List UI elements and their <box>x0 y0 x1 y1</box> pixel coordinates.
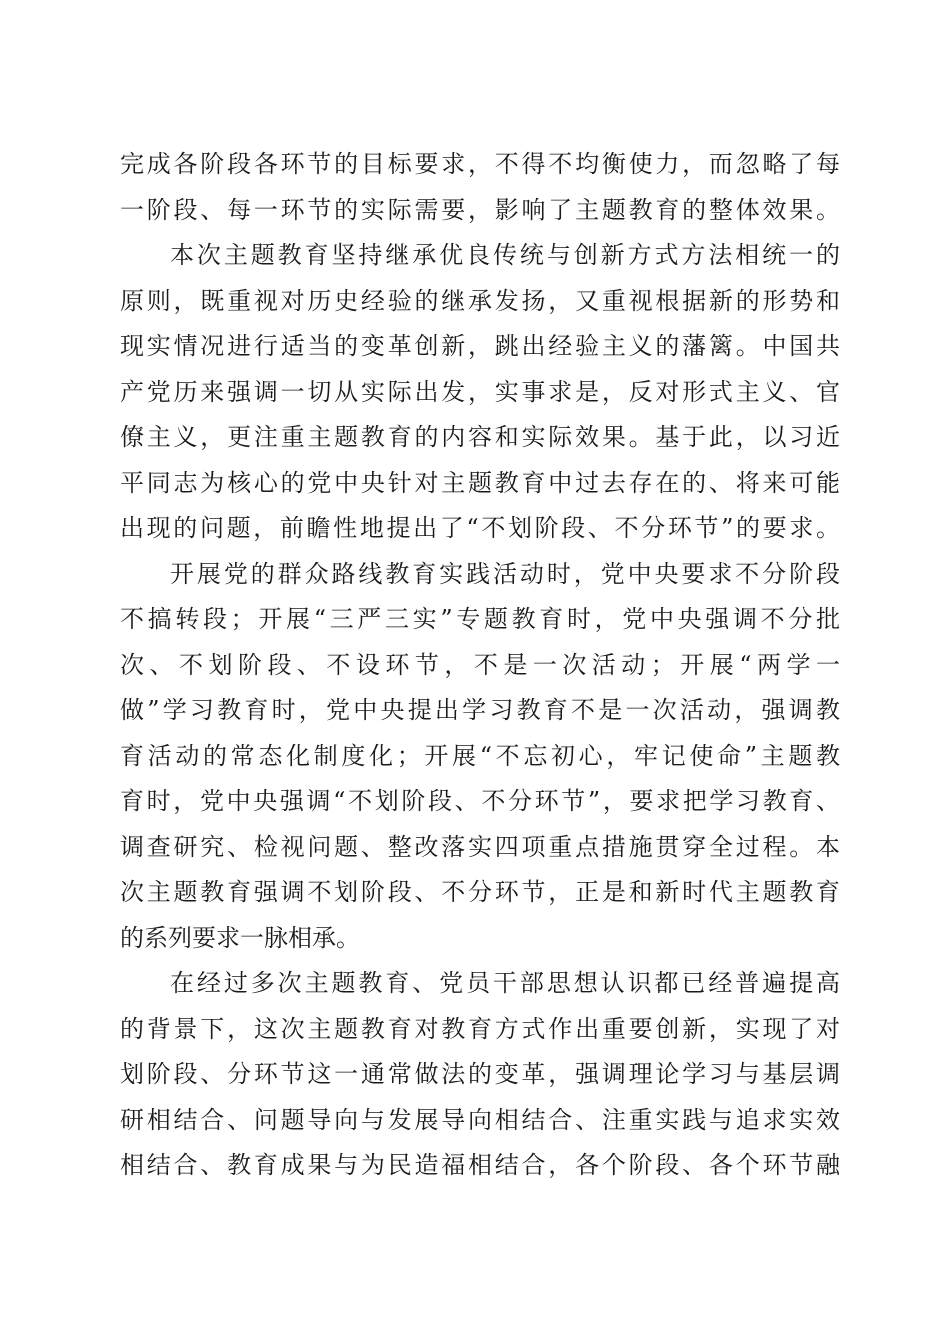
text-line: 次、不划阶段、不设环节，不是一次活动；开展“两学一 <box>120 650 840 679</box>
text-line: 调查研究、检视问题、整改落实四项重点措施贯穿全过程。本 <box>120 832 840 861</box>
text-line: 一阶段、每一环节的实际需要，影响了主题教育的整体效果。 <box>120 195 840 224</box>
text-line: 出现的问题，前瞻性地提出了“不划阶段、不分环节”的要求。 <box>120 514 840 542</box>
text-line: 育时，党中央强调“不划阶段、不分环节”，要求把学习教育、 <box>120 787 840 815</box>
text-line: 在经过多次主题教育、党员干部思想认识都已经普遍提高 <box>170 969 840 997</box>
text-line: 次主题教育强调不划阶段、不分环节，正是和新时代主题教育 <box>120 878 840 906</box>
paragraph <box>120 233 840 552</box>
text-line: 产党历来强调一切从实际出发，实事求是，反对形式主义、官 <box>120 377 840 406</box>
text-line: 相结合、教育成果与为民造福相结合，各个阶段、各个环节融 <box>120 1151 840 1179</box>
paragraph <box>120 961 840 1189</box>
text-line: 育活动的常态化制度化；开展“不忘初心，牢记使命”主题教 <box>120 741 840 770</box>
text-line: 做”学习教育时，党中央提出学习教育不是一次活动，强调教 <box>120 696 840 724</box>
text-line: 的背景下，这次主题教育对教育方式作出重要创新，实现了对 <box>120 1014 840 1043</box>
text-line: 僚主义，更注重主题教育的内容和实际效果。基于此，以习近 <box>120 423 840 451</box>
text-line: 的系列要求一脉相承。 <box>120 923 360 952</box>
text-line: 原则，既重视对历史经验的继承发扬，又重视根据新的形势和 <box>120 286 840 315</box>
text-line: 不搞转段；开展“三严三实”专题教育时，党中央强调不分批 <box>120 605 840 633</box>
text-line: 研相结合、问题导向与发展导向相结合、注重实践与追求实效 <box>120 1105 840 1134</box>
paragraph <box>120 142 840 233</box>
text-line: 完成各阶段各环节的目标要求，不得不均衡使力，而忽略了每 <box>120 150 840 178</box>
body-text <box>120 142 840 1189</box>
text-line: 本次主题教育坚持继承优良传统与创新方式方法相统一的 <box>170 241 840 269</box>
text-line: 现实情况进行适当的变革创新，跳出经验主义的藩篱。中国共 <box>120 332 840 360</box>
text-line: 平同志为核心的党中央针对主题教育中过去存在的、将来可能 <box>120 468 840 497</box>
paragraph <box>120 552 840 962</box>
text-line: 开展党的群众路线教育实践活动时，党中央要求不分阶段 <box>170 559 840 588</box>
text-line: 划阶段、分环节这一通常做法的变革，强调理论学习与基层调 <box>120 1060 840 1088</box>
